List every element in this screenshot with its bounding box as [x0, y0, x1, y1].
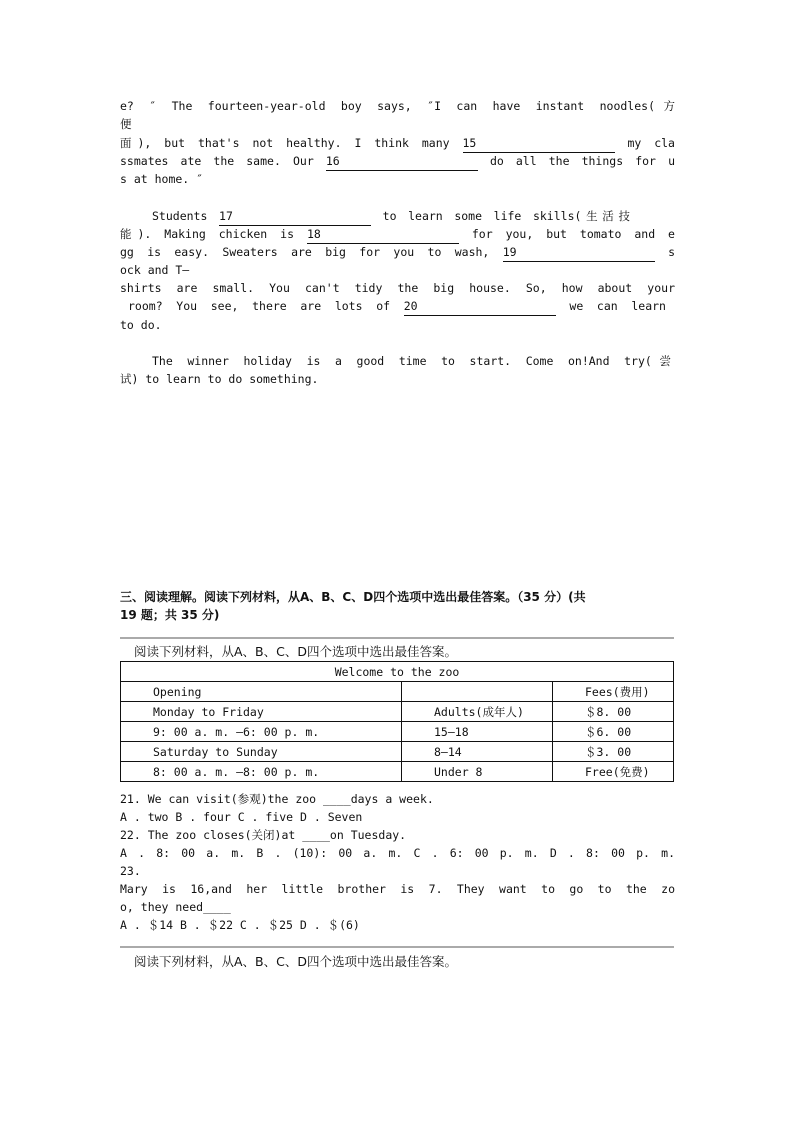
passage-line: [120, 134, 675, 153]
table-cell: 9: 00 a. m. —6: 00 p. m.: [121, 722, 402, 742]
section-heading: 三、阅读理解。阅读下列材料，从A、B、C、D四个选项中选出最佳答案。（35 分）(共: [120, 590, 586, 604]
table-row: [121, 742, 674, 762]
table-row: [121, 702, 674, 722]
passage-line: 试) to learn to do something.: [120, 372, 319, 386]
passage-text: for you, but tomato and e: [471, 227, 675, 241]
question-21: 21. We can visit(参观)the zoo ____days a week.: [120, 792, 434, 806]
table-cell: 8: 00 a. m. —8: 00 p. m.: [121, 762, 402, 782]
blank-15: 15: [463, 134, 615, 153]
passage-line: [152, 207, 630, 226]
question-23-number: 23.: [120, 864, 141, 878]
blank-20: 20: [404, 297, 556, 316]
passage-text: to learn some life skills(生活技: [382, 209, 630, 223]
table-cell: Adults(成年人): [402, 702, 553, 722]
question-23: Mary is 16,and her little brother is 7. They want to go to the zo: [120, 882, 675, 896]
table-cell: 15—18: [402, 722, 553, 742]
passage-text: 能). Making chicken is: [120, 227, 294, 241]
divider: [120, 946, 674, 948]
passage-text: Students: [152, 209, 208, 223]
table-cell: Saturday to Sunday: [121, 742, 402, 762]
passage-text: ssmates ate the same. Our: [120, 154, 314, 168]
table-title: Welcome to the zoo: [121, 662, 674, 682]
blank-17: 17: [219, 207, 371, 226]
table-cell: Opening: [121, 682, 402, 702]
table-cell: Monday to Friday: [121, 702, 402, 722]
table-row: [121, 762, 674, 782]
passage-line: The winner holiday is a good time to start. Come on!And try(尝: [152, 354, 671, 368]
passage-text: we can learn: [569, 299, 666, 313]
passage-line: to do.: [120, 318, 162, 332]
question-23-options: A . ＄14 B . ＄22 C . ＄25 D . ＄(6): [120, 918, 360, 932]
passage-line: e? ″ The fourteen-year-old boy says, ″I can have instant noodles(方: [120, 99, 675, 113]
passage-text: room? You see, there are lots of: [128, 299, 391, 313]
reading-instruction: 阅读下列材料，从A、B、C、D四个选项中选出最佳答案。: [134, 644, 457, 659]
section-heading: 19 题；共 35 分): [120, 608, 220, 622]
passage-line: [120, 243, 675, 262]
table-cell: Under 8: [402, 762, 553, 782]
passage-line: 便: [120, 117, 132, 131]
blank-19: 19: [503, 243, 655, 262]
table-cell: ＄3. 00: [553, 742, 674, 762]
passage-line: shirts are small. You can't tidy the big house. So, how about your: [120, 281, 675, 295]
passage-line: [120, 152, 675, 171]
passage-line: [128, 297, 666, 316]
table-cell: ＄8. 00: [553, 702, 674, 722]
passage-text: s: [668, 245, 675, 259]
passage-text: my cla: [627, 136, 675, 150]
reading-instruction: 阅读下列材料，从A、B、C、D四个选项中选出最佳答案。: [134, 954, 457, 969]
zoo-table: [120, 661, 674, 782]
passage-text: gg is easy. Sweaters are big for you to wash,: [120, 245, 490, 259]
passage-line: ock and T—: [120, 263, 190, 277]
passage-line: [120, 225, 675, 244]
table-row: [121, 682, 674, 702]
table-cell: Fees(费用): [553, 682, 674, 702]
table-cell: [402, 682, 553, 702]
question-23: o, they need____: [120, 900, 231, 914]
passage-text: do all the things for u: [489, 154, 675, 168]
blank-16: 16: [326, 152, 478, 171]
question-22: 22. The zoo closes(关闭)at ____on Tuesday.: [120, 828, 407, 842]
table-cell: 8—14: [402, 742, 553, 762]
passage-line: s at home. ″: [120, 172, 204, 186]
table-row: [121, 722, 674, 742]
blank-18: 18: [307, 225, 459, 244]
question-22-options: A . 8: 00 a. m. B . (10): 00 a. m. C . 6: 00 p. m. D . 8: 00 p. m.: [120, 846, 675, 860]
passage-text: 面), but that's not healthy. I think many: [120, 136, 450, 150]
question-21-options: A . two B . four C . five D . Seven: [120, 810, 363, 824]
table-cell: ＄6. 00: [553, 722, 674, 742]
table-cell: Free(免费): [553, 762, 674, 782]
divider: [120, 637, 674, 639]
table-row: [121, 662, 674, 682]
